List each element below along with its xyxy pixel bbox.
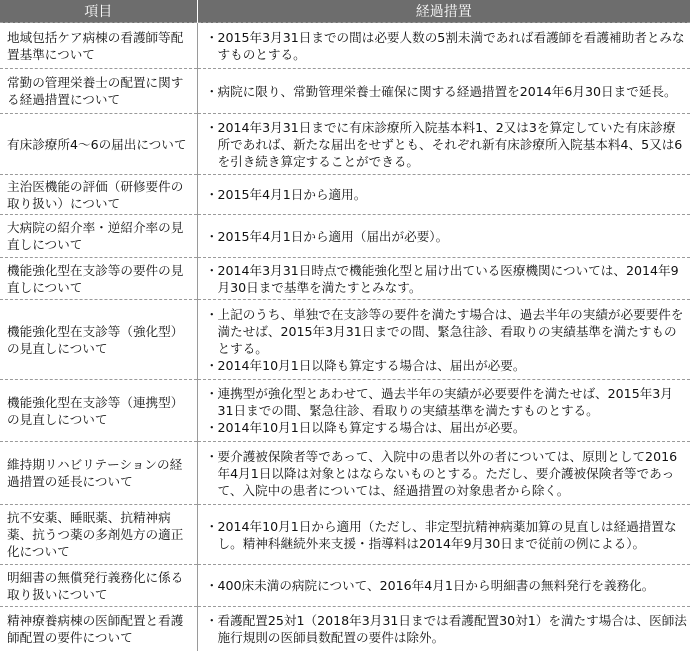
row-item: 精神療養病棟の医師配置と看護師配置の要件について	[0, 607, 197, 651]
table-row	[0, 607, 690, 651]
measure-bullet: ・ 要介護被保険者等であって、入院中の患者以外の者については、原則として2016年4月1日以降は対象とはならないものとする。ただし、要介護被保険者等であって、入院中の患者については、経過措置の対象患者から除く。	[206, 448, 688, 499]
table-row	[0, 69, 690, 114]
row-measure	[197, 23, 690, 69]
row-item: 有床診療所4～6の届出について	[0, 114, 197, 175]
row-measure	[197, 380, 690, 442]
measure-bullet: ・ 2014年10月1日以降も算定する場合は、届出が必要。	[206, 357, 688, 374]
table-row	[0, 505, 690, 565]
row-item: 維持期リハビリテーションの経過措置の延長について	[0, 442, 197, 505]
row-item: 機能強化型在支診等（強化型）の見直しについて	[0, 300, 197, 380]
measure-bullet: ・ 2014年3月31日までに有床診療所入院基本料1、2又は3を算定していた有床診療所であれば、新たな届出をせずとも、それぞれ新有床診療所入院基本料4、5又は6を引き続き算定することができる。	[206, 119, 688, 170]
row-measure	[197, 114, 690, 175]
measure-bullet: ・ 上記のうち、単独で在支診等の要件を満たす場合は、過去半年の実績が必要要件を満たせば、2015年3月31日までの間、緊急往診、看取りの実績基準を満たすものとする。	[206, 306, 688, 357]
row-measure	[197, 505, 690, 565]
row-item: 常勤の管理栄養士の配置に関する経過措置について	[0, 69, 197, 114]
measure-bullet: ・ 400床未満の病院について、2016年4月1日から明細書の無料発行を義務化。	[206, 577, 688, 594]
table-row	[0, 114, 690, 175]
row-measure	[197, 565, 690, 607]
column-header-measure: 経過措置	[197, 0, 690, 23]
row-measure	[197, 69, 690, 114]
table-row	[0, 23, 690, 69]
measure-bullet: ・ 2015年4月1日から適用。	[206, 186, 688, 203]
table-header-row	[0, 0, 690, 23]
table-row	[0, 300, 690, 380]
row-measure	[197, 258, 690, 300]
row-measure	[197, 442, 690, 505]
measure-bullet: ・ 2014年3月31日時点で機能強化型と届け出ている医療機関については、2014年9月30日まで基準を満たすとみなす。	[206, 262, 688, 296]
measure-bullet: ・ 2015年3月31日までの間は必要人数の5割未満であれば看護師を看護補助者とみなすものとする。	[206, 29, 688, 63]
measure-bullet: ・ 2014年10月1日以降も算定する場合は、届出が必要。	[206, 419, 688, 436]
measure-bullet: ・ 看護配置25対1（2018年3月31日までは看護配置30対1）を満たす場合は、医師法施行規則の医師員数配置の要件は除外。	[206, 612, 688, 646]
row-item: 明細書の無償発行義務化に係る取り扱いについて	[0, 565, 197, 607]
row-measure	[197, 300, 690, 380]
measure-bullet: ・ 連携型が強化型とあわせて、過去半年の実績が必要要件を満たせば、2015年3月31日までの間、緊急往診、看取りの実績基準を満たすものとする。	[206, 385, 688, 419]
table-row	[0, 565, 690, 607]
row-measure	[197, 215, 690, 258]
row-item: 抗不安薬、睡眠薬、抗精神病薬、抗うつ薬の多剤処方の適正化について	[0, 505, 197, 565]
row-measure	[197, 175, 690, 215]
table-row	[0, 175, 690, 215]
measure-bullet: ・ 2014年10月1日から適用（ただし、非定型抗精神病薬加算の見直しは経過措置なし。精神科継続外来支援・指導料は2014年9月30日まで従前の例による）。	[206, 518, 688, 552]
row-item: 主治医機能の評価（研修要件の取り扱い）について	[0, 175, 197, 215]
table-row	[0, 442, 690, 505]
row-item: 機能強化型在支診等（連携型）の見直しについて	[0, 380, 197, 442]
row-item: 地域包括ケア病棟の看護師等配置基準について	[0, 23, 197, 69]
row-item: 大病院の紹介率・逆紹介率の見直しについて	[0, 215, 197, 258]
table-row	[0, 258, 690, 300]
row-measure	[197, 607, 690, 651]
column-header-item: 項目	[0, 0, 197, 23]
row-item: 機能強化型在支診等の要件の見直しについて	[0, 258, 197, 300]
measure-bullet: ・ 病院に限り、常勤管理栄養士確保に関する経過措置を2014年6月30日まで延長。	[206, 83, 688, 100]
measure-bullet: ・ 2015年4月1日から適用（届出が必要）。	[206, 228, 688, 245]
table-row	[0, 380, 690, 442]
table-row	[0, 215, 690, 258]
